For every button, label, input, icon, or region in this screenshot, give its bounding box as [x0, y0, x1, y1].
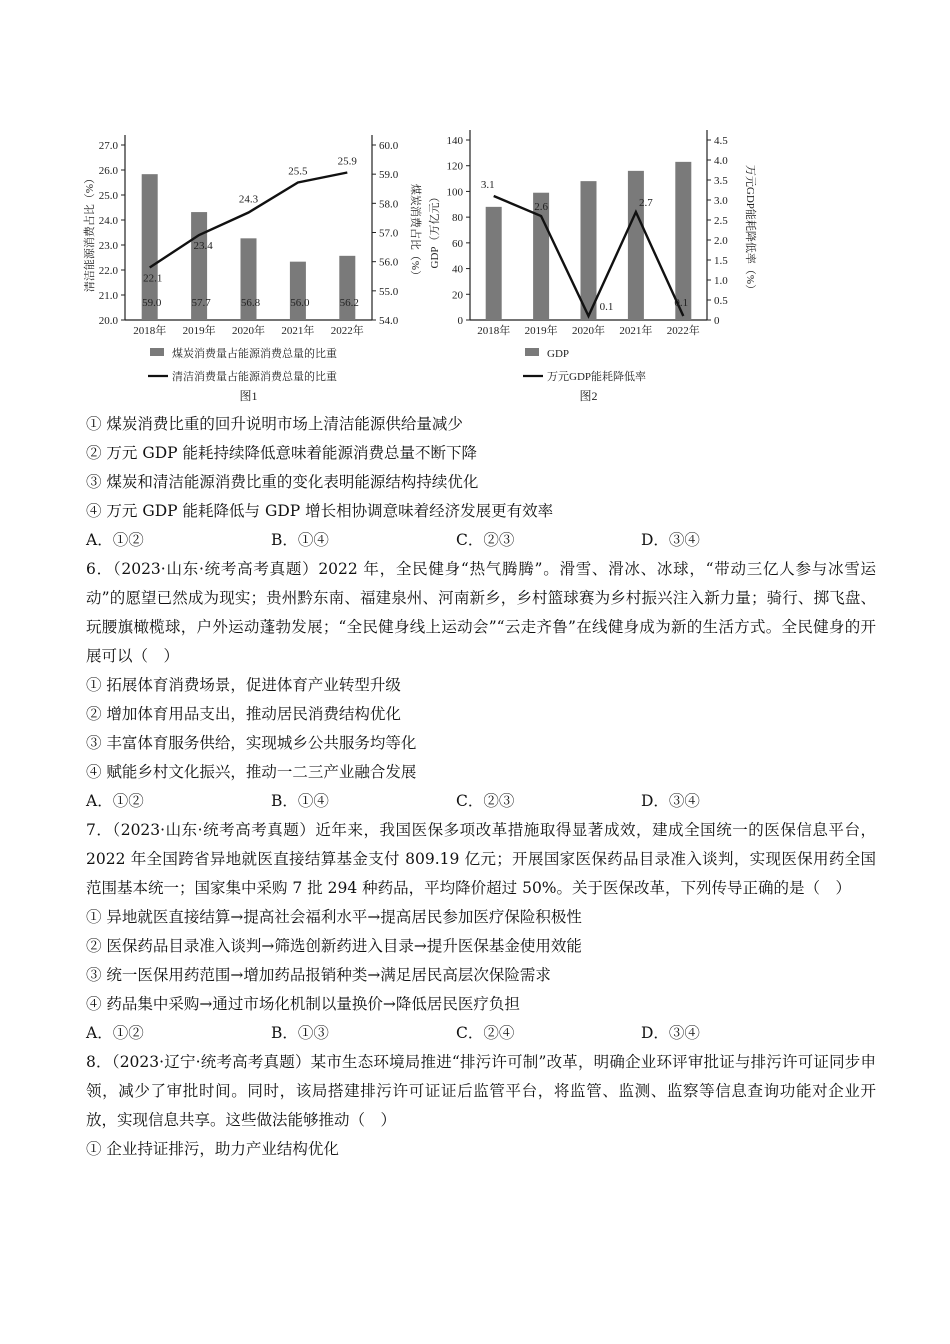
left-tick-label: 100 — [446, 186, 463, 199]
option-b[interactable]: B．①③ — [271, 1024, 329, 1042]
q7-item: ④ 药品集中采购→通过市场化机制以量换价→降低居民医疗负担 — [86, 995, 520, 1013]
figure-caption: 图2 — [579, 389, 598, 403]
right-tick-label: 60.0 — [379, 140, 399, 152]
line-data-label: 22.1 — [143, 272, 163, 285]
figure-2-chart — [425, 100, 785, 410]
option-d[interactable]: D．③④ — [641, 792, 700, 810]
left-tick-label: 25.0 — [98, 190, 118, 202]
q8-item: ① 企业持证排污，助力产业结构优化 — [86, 1140, 339, 1158]
left-tick-label: 21.0 — [98, 290, 118, 302]
x-tick-label: 2020年 — [232, 325, 265, 337]
charts-area — [0, 100, 950, 410]
q6-item: ① 拓展体育消费场景，促进体育产业转型升级 — [86, 676, 401, 694]
bar — [581, 181, 597, 320]
legend-bar-label: 煤炭消费量占能源消费总量的比重 — [172, 348, 337, 360]
right-tick-label: 0.5 — [714, 295, 728, 307]
right-tick-label: 55.0 — [379, 285, 399, 298]
left-tick-label: 24.0 — [98, 215, 118, 227]
line-data-label: 0.1 — [599, 301, 614, 313]
line-data-label: 25.9 — [337, 155, 357, 168]
figure-caption: 图1 — [239, 389, 258, 403]
q6-item: ② 增加体育用品支出，推动居民消费结构优化 — [86, 705, 401, 723]
line-data-label: 2.6 — [534, 201, 548, 213]
q5-item: ② 万元 GDP 能耗持续降低意味着能源消费总量不断下降 — [86, 444, 478, 462]
x-tick-label: 2018年 — [133, 325, 167, 337]
right-tick-label: 2.5 — [714, 215, 728, 227]
left-tick-label: 20.0 — [98, 315, 118, 327]
left-tick-label: 120 — [446, 160, 463, 173]
line-data-label: 0.1 — [674, 297, 689, 309]
bar-data-label: 56.0 — [290, 297, 310, 309]
right-axis-title: 万元GDP能耗降低率（%） — [744, 164, 756, 296]
right-tick-label: 57.0 — [379, 227, 399, 240]
right-tick-label: 59.0 — [379, 169, 399, 182]
line-data-label: 3.1 — [480, 179, 495, 191]
line-data-label: 23.4 — [193, 240, 213, 252]
right-axis-title: 煤炭消费占比（%） — [409, 183, 421, 282]
q5-options — [86, 526, 876, 555]
q6-stem: 6．（2023·山东·统考高考真题）2022 年，全民健身“热气腾腾”。滑雪、滑冰、冰球，“带动三亿人参与冰雪运动”的愿望已然成为现实；贵州黔东南、福建泉州、河南新乡，乡村篮球赛为乡村振兴注入新力量；骑行、掷飞盘、玩腰旗橄榄球，户外运动蓬勃发展；“全民健身线上运动会”“云走齐鲁”在线健身成为新的生活方式。全民健身的开展可以（ ） — [86, 560, 876, 665]
right-tick-label: 58.0 — [379, 198, 399, 211]
option-d[interactable]: D．③④ — [641, 531, 700, 549]
right-tick-label: 3.5 — [714, 175, 728, 187]
left-tick-label: 0 — [457, 315, 463, 327]
bar-data-label: 56.8 — [240, 297, 261, 309]
option-a[interactable]: A．①② — [86, 792, 144, 810]
left-tick-label: 40 — [452, 263, 463, 276]
option-c[interactable]: C．②③ — [456, 792, 515, 810]
option-c[interactable]: C．②④ — [456, 1024, 515, 1042]
bar-data-label: 59.0 — [142, 297, 162, 309]
x-tick-label: 2019年 — [524, 325, 558, 337]
q6-item: ③ 丰富体育服务供给，实现城乡公共服务均等化 — [86, 734, 417, 752]
x-tick-label: 2022年 — [330, 325, 364, 337]
figure-1-chart — [80, 100, 480, 410]
line-data-label: 2.7 — [639, 197, 653, 209]
option-c[interactable]: C．②③ — [456, 531, 515, 549]
q8-stem: 8．（2023·辽宁·统考高考真题）某市生态环境局推进“排污许可制”改革，明确企业环评审批证与排污许可证同步申领，减少了审批时间。同时，该局搭建排污许可证证后监管平台，将监管、监测、监察等信息查询功能对企业开放，实现信息共享。这些做法能够推动（ ） — [86, 1053, 876, 1129]
legend-bar-swatch — [525, 348, 539, 356]
x-tick-label: 2021年 — [619, 325, 653, 337]
left-tick-label: 20 — [452, 289, 463, 302]
line-data-label: 24.3 — [238, 193, 259, 206]
q5-item: ③ 煤炭和清洁能源消费比重的变化表明能源结构持续优化 — [86, 473, 479, 491]
bar — [339, 256, 355, 320]
q7-item: ① 异地就医直接结算→提高社会福利水平→提高居民参加医疗保险积极性 — [86, 908, 582, 926]
q6-item: ④ 赋能乡村文化振兴，推动一二三产业融合发展 — [86, 763, 417, 781]
right-tick-label: 4.5 — [714, 135, 728, 147]
legend-line-label: 万元GDP能耗降低率 — [547, 371, 647, 383]
q5-item: ④ 万元 GDP 能耗降低与 GDP 增长相协调意味着经济发展更有效率 — [86, 502, 554, 520]
x-tick-label: 2022年 — [666, 325, 700, 337]
right-tick-label: 56.0 — [379, 256, 399, 269]
right-tick-label: 1.5 — [714, 255, 728, 267]
right-tick-label: 4.0 — [714, 155, 728, 167]
option-a[interactable]: A．①② — [86, 531, 144, 549]
right-tick-label: 0 — [714, 315, 720, 327]
legend-bar-swatch — [150, 348, 164, 356]
legend-line-label: 清洁消费量占能源消费总量的比重 — [172, 371, 337, 383]
left-axis-title: 清洁能源消费占比（%） — [84, 172, 96, 293]
q6-options — [86, 787, 876, 816]
x-tick-label: 2018年 — [477, 325, 511, 337]
right-tick-label: 1.0 — [714, 275, 728, 287]
legend-bar-label: GDP — [547, 348, 570, 360]
q5-items — [86, 410, 876, 526]
right-tick-label: 2.0 — [714, 235, 728, 247]
option-b[interactable]: B．①④ — [271, 792, 329, 810]
bar — [628, 171, 644, 320]
bar — [486, 207, 502, 320]
q5-item: ① 煤炭消费比重的回升说明市场上清洁能源供给量减少 — [86, 415, 463, 433]
option-d[interactable]: D．③④ — [641, 1024, 700, 1042]
right-tick-label: 54.0 — [379, 315, 399, 327]
bar-data-label: 56.2 — [339, 297, 359, 309]
left-tick-label: 23.0 — [98, 240, 118, 252]
left-tick-label: 80 — [452, 212, 463, 225]
q7-options — [86, 1019, 876, 1048]
left-tick-label: 60 — [452, 237, 463, 250]
q7-item: ③ 统一医保用药范围→增加药品报销种类→满足居民高层次保险需求 — [86, 966, 551, 984]
left-axis-title: GDP（万亿元） — [429, 191, 441, 269]
left-tick-label: 22.0 — [98, 265, 118, 277]
q7-item: ② 医保药品目录准入谈判→筛选创新药进入目录→提升医保基金使用效能 — [86, 937, 582, 955]
right-tick-label: 3.0 — [714, 195, 728, 207]
option-a[interactable]: A．①② — [86, 1024, 144, 1042]
option-b[interactable]: B．①④ — [271, 531, 329, 549]
x-tick-label: 2019年 — [182, 325, 216, 337]
x-tick-label: 2021年 — [281, 325, 315, 337]
question-text — [86, 410, 876, 1164]
q7-stem: 7．（2023·山东·统考高考真题）近年来，我国医保多项改革措施取得显著成效，建成全国统一的医保信息平台，2022 年全国跨省异地就医直接结算基金支付 809.19 亿元；开展国家医保药品目录准入谈判，实现医保用药全国范围基本统一；国家集中采购 7 批 294 种药品，平均降价超过 50%。关于医保改革，下列传导正确的是（ ） — [86, 821, 876, 897]
left-tick-label: 140 — [446, 135, 463, 147]
left-tick-label: 26.0 — [98, 165, 118, 177]
bar — [290, 262, 306, 320]
bar-data-label: 57.7 — [191, 297, 211, 309]
left-tick-label: 27.0 — [98, 140, 118, 152]
x-tick-label: 2020年 — [572, 325, 605, 337]
line-data-label: 25.5 — [288, 165, 308, 178]
